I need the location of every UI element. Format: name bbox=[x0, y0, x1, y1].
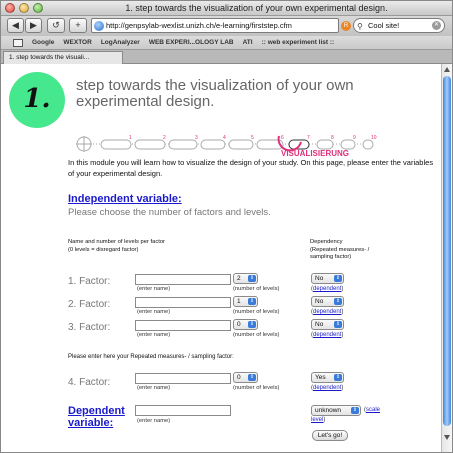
factor-3-levels-hint: (number of levels) bbox=[233, 332, 280, 338]
zoom-window-button[interactable] bbox=[33, 3, 43, 13]
factor-2-name-hint: (enter name) bbox=[137, 309, 171, 315]
factor-3-levels-value: 0 bbox=[237, 321, 241, 328]
tab-bar bbox=[1, 50, 452, 64]
factor-3-label: 3. Factor: bbox=[68, 322, 111, 333]
page-content bbox=[1, 64, 441, 452]
progress-start-icon bbox=[76, 136, 92, 152]
close-window-button[interactable] bbox=[5, 3, 15, 13]
factor-1-name-input[interactable] bbox=[135, 274, 231, 285]
factor-1-dependency-value: No bbox=[315, 275, 324, 282]
scale-level-link-2[interactable]: level bbox=[311, 417, 324, 423]
column-header-dependency-line3: sampling factor) bbox=[310, 254, 352, 260]
bookmark-ati[interactable]: ATI bbox=[242, 39, 253, 46]
factor-4-levels-hint: (number of levels) bbox=[233, 385, 280, 391]
factor-3-name-hint: (enter name) bbox=[137, 332, 171, 338]
factor-2-dependent-link[interactable]: dependent bbox=[313, 309, 342, 315]
step-number-badge: 1. bbox=[9, 72, 65, 128]
factor-4-name-input[interactable] bbox=[135, 373, 231, 384]
globe-icon bbox=[94, 21, 104, 31]
dependent-variable-heading-line2: variable: bbox=[68, 417, 114, 429]
progress-step-number: 3 bbox=[195, 135, 198, 141]
scale-level-link[interactable]: scale bbox=[366, 407, 381, 413]
progress-step-number: 5 bbox=[251, 135, 254, 141]
bookmarks-bar bbox=[1, 36, 452, 50]
progress-step-pill bbox=[317, 140, 333, 149]
progress-step-number: 8 bbox=[331, 135, 334, 141]
progress-step-pill bbox=[101, 140, 131, 149]
factor-2-dependent-link-wrap: (dependent) bbox=[311, 309, 344, 315]
scale-level-value: unknown bbox=[315, 407, 342, 414]
factor-2-name-input[interactable] bbox=[135, 297, 231, 308]
search-value: Cool site! bbox=[368, 21, 400, 30]
bookmarks-book-icon[interactable] bbox=[13, 39, 23, 47]
factor-4-dependency-select[interactable] bbox=[311, 372, 344, 383]
select-arrows-icon: ⇕ bbox=[335, 374, 341, 380]
minimize-window-button[interactable] bbox=[19, 3, 29, 13]
factor-1-dependent-link[interactable]: dependent bbox=[313, 286, 342, 292]
independent-variable-subheading: Please choose the number of factors and levels. bbox=[68, 207, 271, 218]
dependent-variable-heading-line1: Dependent bbox=[68, 405, 125, 417]
select-arrows-icon: ⇕ bbox=[249, 298, 255, 304]
factor-1-levels-value: 2 bbox=[237, 275, 241, 282]
scroll-up-arrow-icon[interactable] bbox=[444, 67, 450, 72]
title-bar bbox=[1, 1, 452, 16]
factor-4-levels-select[interactable] bbox=[233, 372, 258, 383]
clear-search-icon[interactable]: ✕ bbox=[433, 22, 440, 28]
search-icon: ⚲ bbox=[357, 22, 363, 31]
select-arrows-icon: ⇕ bbox=[335, 275, 341, 281]
factor-3-dependent-link-wrap: (dependent) bbox=[311, 332, 344, 338]
scroll-thumb[interactable] bbox=[443, 76, 451, 426]
add-bookmark-button[interactable]: + bbox=[69, 18, 87, 33]
column-header-names bbox=[68, 239, 165, 254]
column-header-names-line1: Name and number of levels per factor bbox=[68, 239, 165, 245]
factor-3-levels-select[interactable] bbox=[233, 319, 258, 330]
progress-step-number: 9 bbox=[353, 135, 356, 141]
repeated-measures-note: Please enter here your Repeated measures- / sampling factor: bbox=[68, 354, 234, 360]
factor-2-label: 2. Factor: bbox=[68, 299, 111, 310]
window-title: 1. step towards the visualization of your own experimental design. bbox=[125, 3, 388, 13]
factor-2-dependency-value: No bbox=[315, 298, 324, 305]
select-arrows-icon: ⇕ bbox=[335, 298, 341, 304]
scale-level-link-wrap-2: level) bbox=[311, 417, 326, 423]
scroll-down-arrow-icon[interactable] bbox=[444, 435, 450, 440]
select-arrows-icon: ⇕ bbox=[335, 321, 341, 327]
window-controls bbox=[5, 3, 43, 13]
progress-step-number: 6 bbox=[281, 135, 284, 141]
progress-step-pill bbox=[135, 140, 165, 149]
factor-3-name-input[interactable] bbox=[135, 320, 231, 331]
scale-level-select[interactable] bbox=[311, 405, 361, 416]
independent-variable-heading[interactable]: Independent variable: bbox=[68, 193, 182, 205]
factor-4-dependent-link-wrap: (dependent) bbox=[311, 385, 344, 391]
factor-3-dependency-select[interactable] bbox=[311, 319, 344, 330]
column-header-dependency-line1: Dependency bbox=[310, 239, 343, 245]
bookmark-wextor[interactable]: WEXTOR bbox=[63, 39, 92, 46]
factor-1-levels-select[interactable] bbox=[233, 273, 258, 284]
progress-step-pill bbox=[341, 140, 355, 149]
progress-step-number: 4 bbox=[223, 135, 226, 141]
dependent-variable-heading[interactable] bbox=[68, 405, 125, 429]
bookmark-web-experiment-list[interactable]: :: web experiment list :: bbox=[261, 39, 335, 46]
column-header-dependency bbox=[310, 239, 369, 262]
bookmark-web-experiment-lab[interactable]: WEB EXPERI...OLOGY LAB bbox=[148, 39, 234, 46]
factor-4-levels-value: 0 bbox=[237, 374, 241, 381]
progress-step-pill bbox=[169, 140, 197, 149]
progress-step-pill bbox=[229, 140, 253, 149]
factor-1-dependent-link-wrap: (dependent) bbox=[311, 286, 344, 292]
bookmark-loganalyzer[interactable]: LogAnalyzer bbox=[100, 39, 140, 46]
factor-4-dependency-value: Yes bbox=[315, 374, 326, 381]
factor-3-dependency-value: No bbox=[315, 321, 324, 328]
rss-icon[interactable]: R bbox=[341, 21, 351, 31]
factor-4-label: 4. Factor: bbox=[68, 377, 111, 388]
tab-current[interactable]: 1. step towards the visuali... bbox=[3, 51, 123, 64]
back-button[interactable]: ◀ bbox=[7, 18, 24, 33]
select-arrows-icon: ⇕ bbox=[352, 407, 358, 413]
factor-2-levels-value: 1 bbox=[237, 298, 241, 305]
factor-3-dependent-link[interactable]: dependent bbox=[313, 332, 342, 338]
factor-4-name-hint: (enter name) bbox=[137, 385, 171, 391]
factor-2-levels-select[interactable] bbox=[233, 296, 258, 307]
page-title: step towards the visualization of your own experimental design. bbox=[76, 77, 354, 110]
factor-1-name-hint: (enter name) bbox=[137, 286, 171, 292]
column-header-names-line2: (0 levels = disregard factor) bbox=[68, 246, 139, 253]
progress-step-pill bbox=[363, 140, 373, 149]
progress-steps-graphic bbox=[71, 132, 391, 158]
factor-4-dependent-link[interactable]: dependent bbox=[313, 385, 342, 391]
search-field[interactable] bbox=[353, 18, 445, 33]
progress-step-number: 7 bbox=[307, 135, 310, 141]
lets-go-button[interactable]: Let's go! bbox=[312, 430, 348, 441]
select-arrows-icon: ⇕ bbox=[249, 321, 255, 327]
progress-step-number: 2 bbox=[163, 135, 166, 141]
reload-button[interactable]: ↺ bbox=[47, 18, 65, 33]
vertical-scrollbar[interactable] bbox=[441, 64, 452, 452]
address-bar[interactable] bbox=[91, 18, 339, 33]
dependent-variable-name-hint: (enter name) bbox=[137, 418, 171, 424]
progress-step-number: 10 bbox=[371, 135, 377, 141]
factor-2-dependency-select[interactable] bbox=[311, 296, 344, 307]
select-arrows-icon: ⇕ bbox=[249, 374, 255, 380]
dependent-variable-name-input[interactable] bbox=[135, 405, 231, 416]
scale-level-link-wrap: (scale bbox=[364, 407, 381, 413]
factor-2-levels-hint: (number of levels) bbox=[233, 309, 280, 315]
progress-label: VISUALISIERUNG bbox=[281, 149, 350, 158]
progress-step-number: 1 bbox=[129, 135, 132, 141]
forward-button[interactable]: ▶ bbox=[25, 18, 42, 33]
factor-1-label: 1. Factor: bbox=[68, 276, 111, 287]
browser-toolbar bbox=[1, 16, 452, 36]
address-url: http://genpsylab-wexlist.unizh.ch/e-learning/firststep.cfm bbox=[106, 21, 292, 30]
bookmark-google[interactable]: Google bbox=[32, 39, 55, 46]
factor-1-dependency-select[interactable] bbox=[311, 273, 344, 284]
factor-1-levels-hint: (number of levels) bbox=[233, 286, 280, 292]
column-header-dependency-line2: (Repeated measures- / bbox=[310, 246, 370, 253]
select-arrows-icon: ⇕ bbox=[249, 275, 255, 281]
intro-text: In this module you will learn how to visualize the design of your study. On this page, please enter the variables of your experimental design. bbox=[68, 158, 434, 178]
progress-step-pill bbox=[201, 140, 225, 149]
